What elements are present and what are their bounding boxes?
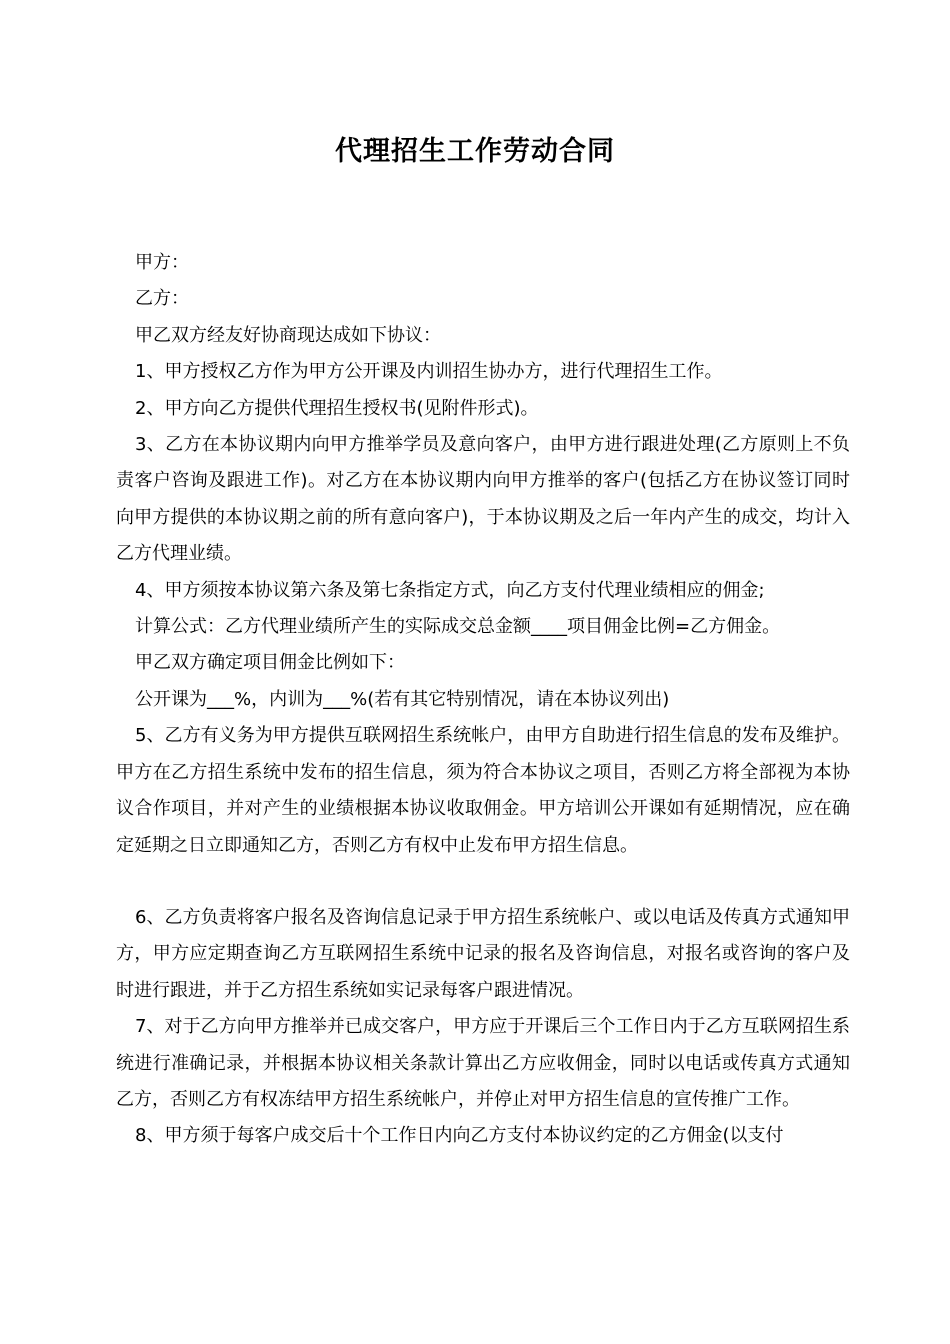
commission-ratio-intro: 甲乙双方确定项目佣金比例如下：: [135, 652, 405, 674]
agreement-intro: 甲乙双方经友好协商现达成如下协议：: [135, 324, 441, 346]
party-b-line: 乙方：: [135, 288, 189, 310]
clause-5: 5、乙方有义务为甲方提供互联网招生系统帐户，由甲方自助进行招生信息的发布及维护。甲方在乙方招生系统中发布的招生信息，须为符合本协议之项目，否则乙方将全部视为本协议合作项目，并对产生的业绩根据本协议收取佣金。甲方培训公开课如有延期情况，应在确定延期之日立即通知乙方，否则乙方有权中止发布甲方招生信息。: [116, 725, 850, 856]
clause-4: 4、甲方须按本协议第六条及第七条指定方式，向乙方支付代理业绩相应的佣金;: [135, 579, 765, 601]
clause-2: 2、甲方向乙方提供代理招生授权书(见附件形式)。: [135, 397, 539, 419]
document-body: [116, 245, 850, 1155]
clause-7: 7、对于乙方向甲方推举并已成交客户，甲方应于开课后三个工作日内于乙方互联网招生系统进行准确记录，并根据本协议相关条款计算出乙方应收佣金，同时以电话或传真方式通知乙方，否则乙方有权冻结甲方招生系统帐户，并停止对甲方招生信息的宣传推广工作。: [116, 1016, 850, 1110]
clause-1: 1、甲方授权乙方作为甲方公开课及内训招生协办方，进行代理招生工作。: [135, 361, 723, 383]
document-title: 代理招生工作劳动合同: [335, 136, 615, 167]
commission-ratio-line: 公开课为___%，内训为___%(若有其它特别情况，请在本协议列出): [135, 688, 670, 710]
clause-3: 3、乙方在本协议期内向甲方推举学员及意向客户，由甲方进行跟进处理(乙方原则上不负责客户咨询及跟进工作)。对乙方在本协议期内向甲方推举的客户(包括乙方在协议签订同时向甲方提供的本协议期之前的所有意向客户)，于本协议期及之后一年内产生的成交，均计入乙方代理业绩。: [116, 434, 850, 565]
formula-line: 计算公式：乙方代理业绩所产生的实际成交总金额____项目佣金比例=乙方佣金。: [135, 616, 781, 638]
party-a-line: 甲方：: [135, 252, 189, 273]
clause-6: 6、乙方负责将客户报名及咨询信息记录于甲方招生系统帐户、或以电话及传真方式通知甲方，甲方应定期查询乙方互联网招生系统中记录的报名及咨询信息，对报名或咨询的客户及时进行跟进，并于乙方招生系统如实记录每客户跟进情况。: [116, 906, 850, 1001]
clause-8: 8、甲方须于每客户成交后十个工作日内向乙方支付本协议约定的乙方佣金(以支付: [135, 1125, 784, 1147]
